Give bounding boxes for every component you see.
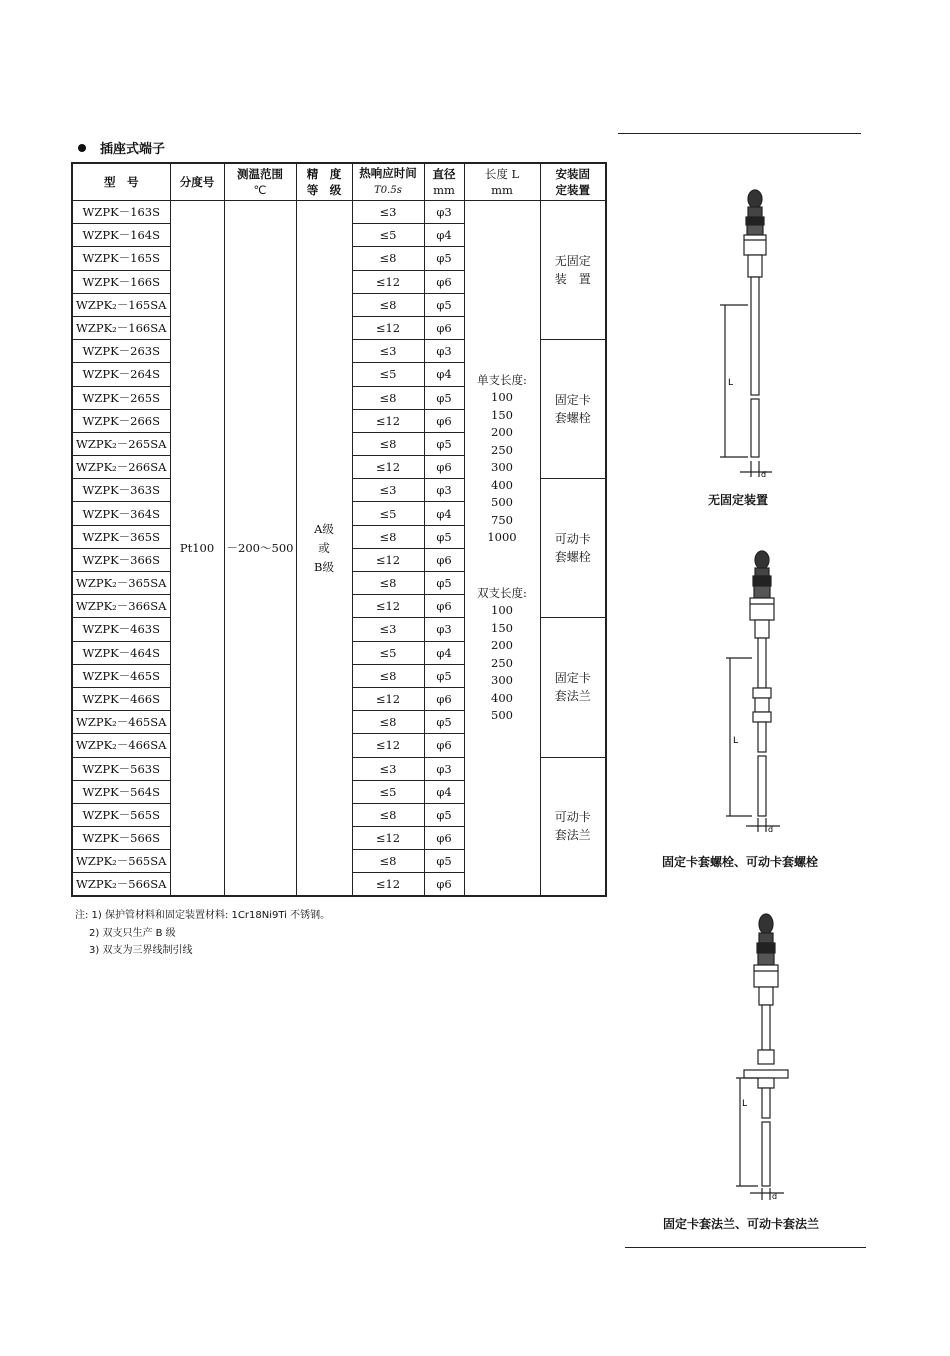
mount-line: 可动卡 [554,532,591,547]
model-cell: WZPK－265S [72,386,170,409]
response-cell: ≤12 [352,270,424,293]
length-value: 1000 [487,530,517,545]
response-cell: ≤8 [352,247,424,270]
diameter-cell: φ6 [424,734,464,757]
dim-L-label-2: L [733,736,739,746]
note-3: 3) 双支为三界线制引线 [89,945,193,956]
response-cell: ≤12 [352,734,424,757]
model-cell: WZPK－563S [72,757,170,780]
dim-d-label-3: d [772,1192,778,1200]
header-response: 热响应时间 T0.5s [352,163,424,201]
diameter-cell: φ3 [424,340,464,363]
response-cell: ≤3 [352,757,424,780]
length-value: 250 [491,655,513,670]
model-cell: WZPK₂－366SA [72,595,170,618]
length-value: 200 [491,638,513,653]
diameter-cell: φ3 [424,201,464,224]
sensor-diagram-clamp-flange [700,910,810,1200]
diameter-cell: φ6 [424,270,464,293]
diameter-cell: φ5 [424,572,464,595]
header-mount: 安装固 定装置 [540,163,606,201]
model-cell: WZPK₂－265SA [72,432,170,455]
dim-d-label-2: d [768,825,774,834]
accuracy-line: 或 [318,540,330,555]
response-cell: ≤8 [352,572,424,595]
diameter-cell: φ3 [424,757,464,780]
response-cell: ≤8 [352,664,424,687]
model-cell: WZPK－464S [72,641,170,664]
mount-line: 无固定 [554,254,591,269]
note-2: 2) 双支只生产 B 级 [89,927,176,939]
response-cell: ≤8 [352,386,424,409]
response-cell: ≤12 [352,827,424,850]
header-accuracy: 精 度 等 级 [296,163,352,201]
response-cell: ≤5 [352,502,424,525]
section-heading [78,138,165,157]
mount-line: 固定卡 [554,671,591,686]
caption-no-fixing: 无固定装置 [708,493,769,507]
mount-line: 固定卡 [554,393,591,408]
sensor-diagram-clamp-bolt [700,548,800,838]
diameter-cell: φ5 [424,247,464,270]
response-cell: ≤8 [352,850,424,873]
model-cell: WZPK－264S [72,363,170,386]
diameter-cell: φ6 [424,827,464,850]
model-cell: WZPK－465S [72,664,170,687]
dim-L-label-1: L [728,378,734,388]
diameter-cell: φ5 [424,432,464,455]
model-cell: WZPK－165S [72,247,170,270]
length-value: 150 [491,407,513,422]
length-value: 500 [491,708,513,723]
response-cell: ≤12 [352,548,424,571]
mount-line: 套螺栓 [554,411,591,426]
response-cell: ≤8 [352,525,424,548]
model-cell: WZPK－163S [72,201,170,224]
diameter-cell: φ5 [424,525,464,548]
model-cell: WZPK₂－465SA [72,711,170,734]
model-cell: WZPK－166S [72,270,170,293]
diameter-cell: φ6 [424,595,464,618]
response-cell: ≤5 [352,780,424,803]
model-cell: WZPK－365S [72,525,170,548]
diameter-cell: φ5 [424,664,464,687]
accuracy-line: B级 [314,559,334,574]
diameter-cell: φ3 [424,618,464,641]
length-value: 300 [491,673,513,688]
spacer [465,547,540,585]
length-value: 200 [491,425,513,440]
header-range: 测温范围 ℃ [224,163,296,201]
accuracy-line: A级 [314,521,334,536]
length-value: 400 [491,690,513,705]
length-single-label: 单支长度: [477,372,527,387]
caption-clamp-flange: 固定卡套法兰、可动卡套法兰 [663,1217,820,1231]
response-cell: ≤8 [352,711,424,734]
header-length: 长度 L mm [464,163,540,201]
response-cell: ≤12 [352,316,424,339]
model-cell: WZPK₂－566SA [72,873,170,896]
mount-line: 套螺栓 [554,550,591,565]
model-cell: WZPK－164S [72,224,170,247]
length-value: 150 [491,620,513,635]
response-cell: ≤5 [352,641,424,664]
mount-line: 套法兰 [554,828,591,843]
section-title: 插座式端子 [100,142,166,157]
length-value: 400 [491,477,513,492]
notes [75,907,330,960]
model-cell: WZPK₂－565SA [72,850,170,873]
length-double-label: 双支长度: [477,585,527,600]
mount-line: 套法兰 [554,689,591,704]
response-cell: ≤5 [352,224,424,247]
length-value: 300 [491,460,513,475]
model-cell: WZPK₂－166SA [72,316,170,339]
model-cell: WZPK－363S [72,479,170,502]
response-cell: ≤3 [352,340,424,363]
mount-cell [540,340,606,479]
length-value: 100 [491,390,513,405]
model-cell: WZPK₂－266SA [72,456,170,479]
diameter-cell: φ4 [424,363,464,386]
model-cell: WZPK₂－466SA [72,734,170,757]
header-graduation: 分度号 [170,163,224,201]
mount-cell [540,757,606,896]
model-cell: WZPK－263S [72,340,170,363]
table-row [72,201,606,224]
length-value: 750 [491,512,513,527]
response-cell: ≤12 [352,687,424,710]
range-cell: －200～500 [224,201,296,897]
caption-clamp-bolt: 固定卡套螺栓、可动卡套螺栓 [662,855,819,869]
mount-line: 装 置 [554,272,591,287]
diameter-cell: φ3 [424,479,464,502]
response-cell: ≤8 [352,293,424,316]
mount-cell [540,618,606,757]
model-cell: WZPK₂－165SA [72,293,170,316]
header-diameter: 直径 mm [424,163,464,201]
length-value: 100 [491,603,513,618]
diameter-cell: φ6 [424,548,464,571]
model-cell: WZPK－266S [72,409,170,432]
response-cell: ≤12 [352,456,424,479]
model-cell: WZPK－564S [72,780,170,803]
graduation-cell: Pt100 [170,201,224,897]
length-value: 250 [491,442,513,457]
dim-L-label-3: L [742,1099,748,1109]
diameter-cell: φ6 [424,873,464,896]
diameter-cell: φ6 [424,687,464,710]
response-cell: ≤3 [352,479,424,502]
diameter-cell: φ6 [424,316,464,339]
diameter-cell: φ5 [424,293,464,316]
diameter-cell: φ5 [424,803,464,826]
note-1: 注: 1) 保护管材料和固定装置材料: 1Cr18Ni9Ti 不锈钢。 [75,910,331,921]
dim-d-label-1: d [761,470,767,479]
length-cell [464,201,540,897]
bottom-right-rule [625,1247,866,1248]
response-cell: ≤12 [352,873,424,896]
spec-table [71,162,607,897]
model-cell: WZPK₂－365SA [72,572,170,595]
model-cell: WZPK－466S [72,687,170,710]
header-model: 型 号 [72,163,170,201]
response-cell: ≤12 [352,595,424,618]
model-cell: WZPK－366S [72,548,170,571]
mount-line: 可动卡 [554,810,591,825]
response-cell: ≤3 [352,201,424,224]
mount-cell [540,479,606,618]
response-cell: ≤3 [352,618,424,641]
diameter-cell: φ4 [424,502,464,525]
diameter-cell: φ5 [424,386,464,409]
mount-cell [540,201,606,340]
diameter-cell: φ4 [424,224,464,247]
diameter-cell: φ6 [424,409,464,432]
sensor-diagram-no-fixing [700,185,800,485]
response-cell: ≤8 [352,803,424,826]
bullet-icon [78,144,86,152]
length-value: 500 [491,495,513,510]
accuracy-cell [296,201,352,897]
model-cell: WZPK－566S [72,827,170,850]
diameter-cell: φ5 [424,711,464,734]
model-cell: WZPK－364S [72,502,170,525]
response-cell: ≤12 [352,409,424,432]
model-cell: WZPK－463S [72,618,170,641]
diameter-cell: φ5 [424,850,464,873]
diameter-cell: φ6 [424,456,464,479]
model-cell: WZPK－565S [72,803,170,826]
response-cell: ≤8 [352,432,424,455]
top-right-rule [618,133,861,134]
diameter-cell: φ4 [424,641,464,664]
response-cell: ≤5 [352,363,424,386]
diameter-cell: φ4 [424,780,464,803]
